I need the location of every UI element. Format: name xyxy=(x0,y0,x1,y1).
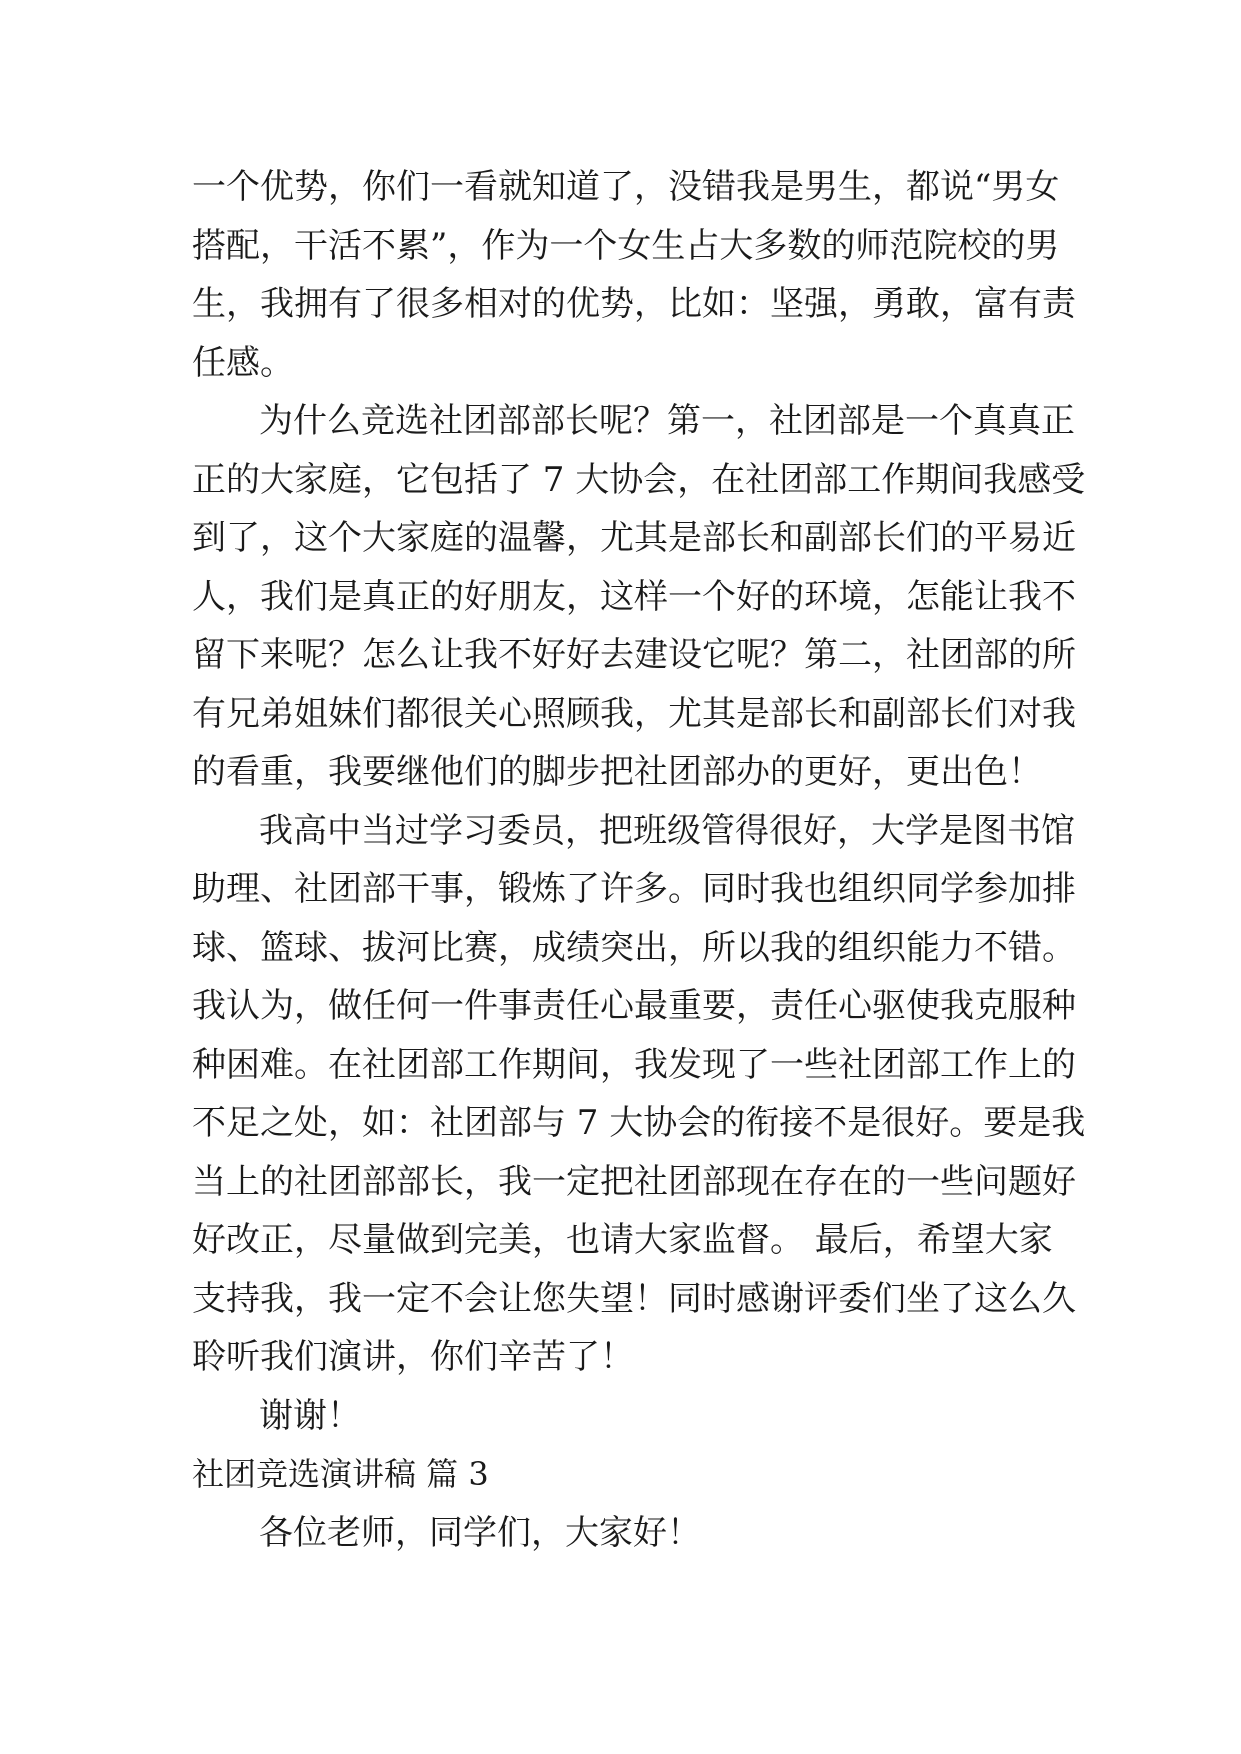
section-heading xyxy=(192,1445,1072,1504)
paragraph-1 xyxy=(192,158,1076,392)
text-line: 当上的社团部部长，我一定把社团部现在存在的一些问题好 xyxy=(192,1161,1076,1202)
text-line: 有兄弟姐妹们都很关心照顾我，尤其是部长和副部长们对我 xyxy=(192,693,1076,734)
text-line: 谢谢！ xyxy=(259,1395,361,1436)
text-line: 不足之处，如：社团部与 7 大协会的衔接不是很好。要是我 xyxy=(192,1103,1086,1143)
text-line: 种困难。在社团部工作期间，我发现了一些社团部工作上的 xyxy=(192,1044,1076,1085)
text-line: 人，我们是真正的好朋友，这样一个好的环境，怎能让我不 xyxy=(192,576,1076,617)
text-line: 搭配，干活不累”，作为一个女生占大多数的师范院校的男 xyxy=(192,225,1060,266)
heading-text: 社团竞选演讲稿 篇 3 xyxy=(192,1455,489,1493)
text-line: 我高中当过学习委员，把班级管得很好，大学是图书馆 xyxy=(259,810,1075,851)
text-line: 为什么竞选社团部部长呢？第一，社团部是一个真真正 xyxy=(259,401,1075,441)
text-line: 正的大家庭，它包括了 7 大协会，在社团部工作期间我感受 xyxy=(192,459,1086,500)
text-line: 好改正，尽量做到完美，也请大家监督。 最后，希望大家 xyxy=(192,1220,1053,1260)
text-line: 留下来呢？怎么让我不好好去建设它呢？第二，社团部的所 xyxy=(192,635,1076,675)
document-body xyxy=(192,158,1086,1562)
paragraph-greeting xyxy=(192,1504,1072,1563)
paragraph-2 xyxy=(192,392,1086,802)
text-line: 支持我，我一定不会让您失望！同时感谢评委们坐了这么久 xyxy=(192,1278,1076,1319)
text-line: 各位老师，同学们，大家好！ xyxy=(259,1512,701,1553)
text-line: 生，我拥有了很多相对的优势，比如：坚强，勇敢，富有责 xyxy=(192,284,1076,324)
text-line: 助理、社团部干事，锻炼了许多。同时我也组织同学参加排 xyxy=(192,869,1076,909)
text-line: 任感。 xyxy=(192,342,294,383)
text-line: 我认为，做任何一件事责任心最重要，责任心驱使我克服种 xyxy=(192,986,1076,1026)
text-line: 到了，这个大家庭的温馨，尤其是部长和副部长们的平易近 xyxy=(192,518,1076,558)
text-line: 的看重，我要继他们的脚步把社团部办的更好，更出色！ xyxy=(192,752,1042,792)
paragraph-3 xyxy=(192,802,1086,1387)
text-line: 一个优势，你们一看就知道了，没错我是男生，都说“男女 xyxy=(192,167,1060,207)
text-line: 球、篮球、拔河比赛，成绩突出，所以我的组织能力不错。 xyxy=(192,927,1076,968)
paragraph-thanks xyxy=(192,1387,1072,1446)
text-line: 聆听我们演讲，你们辛苦了！ xyxy=(192,1337,634,1377)
